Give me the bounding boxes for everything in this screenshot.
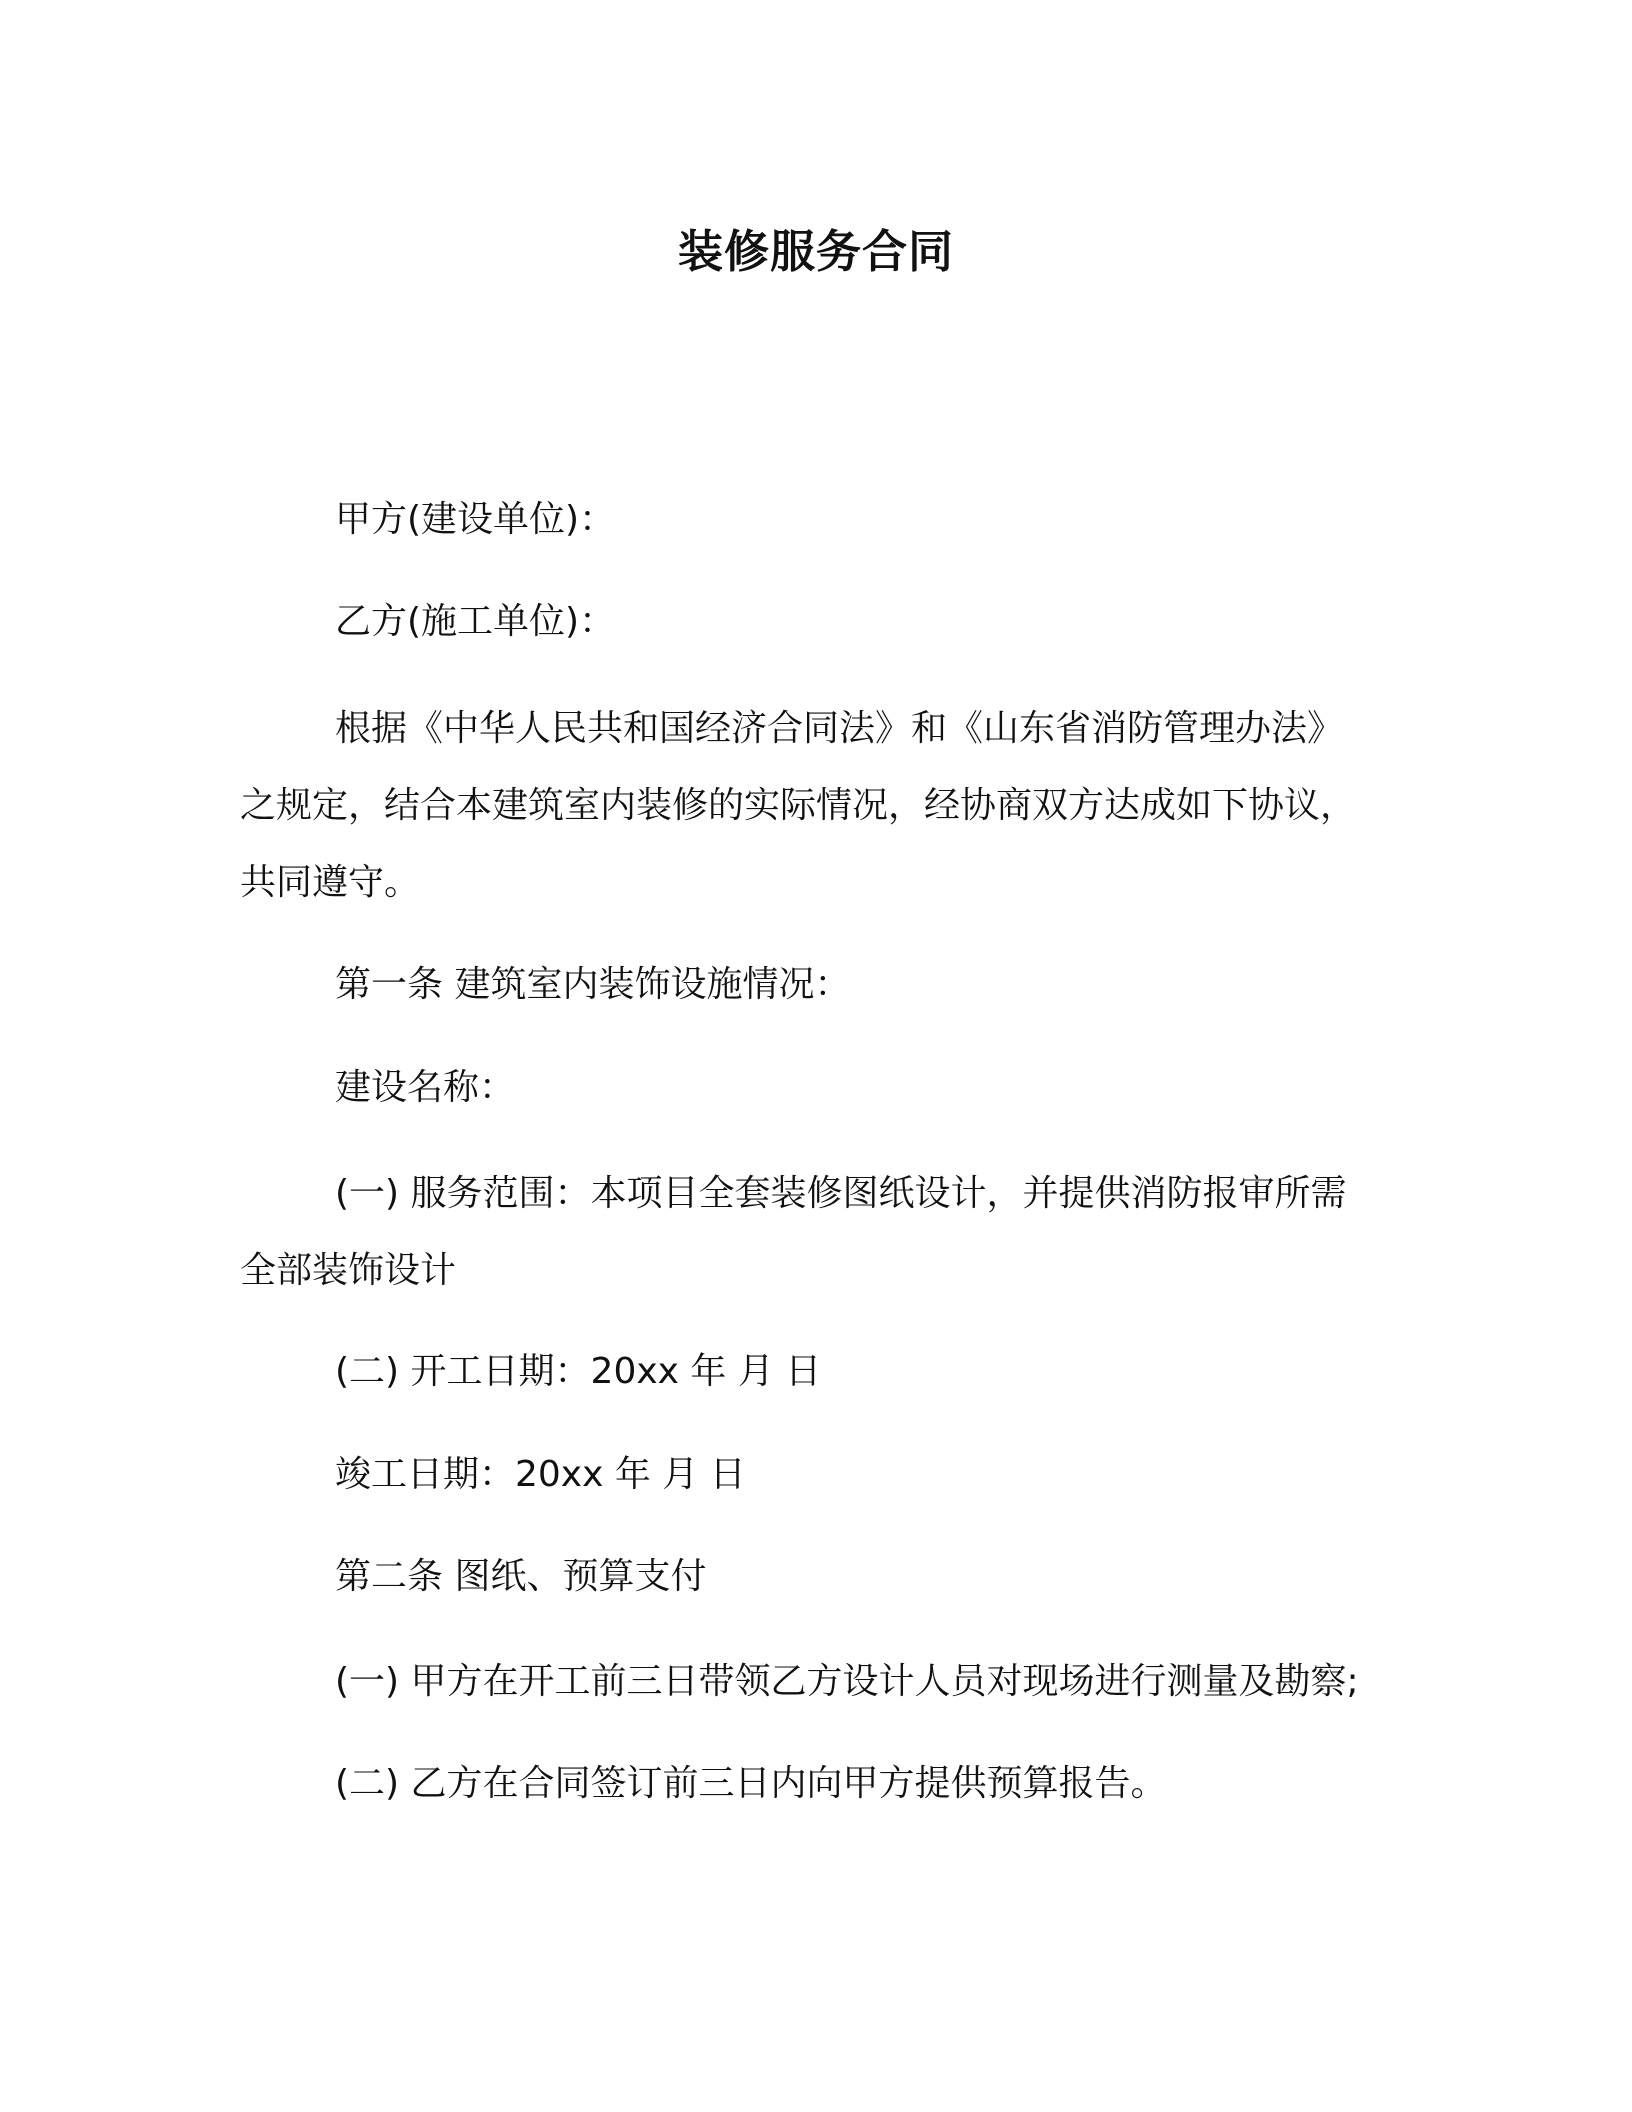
basis-line-1: 根据《中华人民共和国经济合同法》和《山东省消防管理办法》 [335, 708, 1344, 749]
party-a-line: 甲方(建设单位)： [335, 499, 616, 540]
party-b-line: 乙方(施工单位)： [335, 601, 616, 642]
basis-line-3: 共同遵守。 [240, 862, 421, 903]
scope-line-2: 全部装饰设计 [240, 1250, 457, 1291]
project-name-line: 建设名称： [335, 1067, 516, 1108]
basis-line-2: 之规定，结合本建筑室内装修的实际情况，经协商双方达成如下协议， [240, 785, 1357, 826]
document-title: 装修服务合同 [677, 225, 954, 278]
clause-2-1: (一) 甲方在开工前三日带领乙方设计人员对现场进行测量及勘察; [335, 1661, 1359, 1702]
scope-line-1: (一) 服务范围：本项目全套装修图纸设计，并提供消防报审所需 [335, 1173, 1347, 1214]
basis-paragraph [240, 690, 1405, 921]
article-2-heading: 第二条 图纸、预算支付 [335, 1556, 707, 1597]
start-date-line: (二) 开工日期：20xx 年 月 日 [335, 1351, 822, 1392]
article-1-heading: 第一条 建筑室内装饰设施情况： [335, 964, 851, 1005]
clause-2-2: (二) 乙方在合同签订前三日内向甲方提供预算报告。 [335, 1763, 1167, 1804]
scope-paragraph [240, 1155, 1405, 1309]
end-date-line: 竣工日期：20xx 年 月 日 [335, 1454, 746, 1495]
